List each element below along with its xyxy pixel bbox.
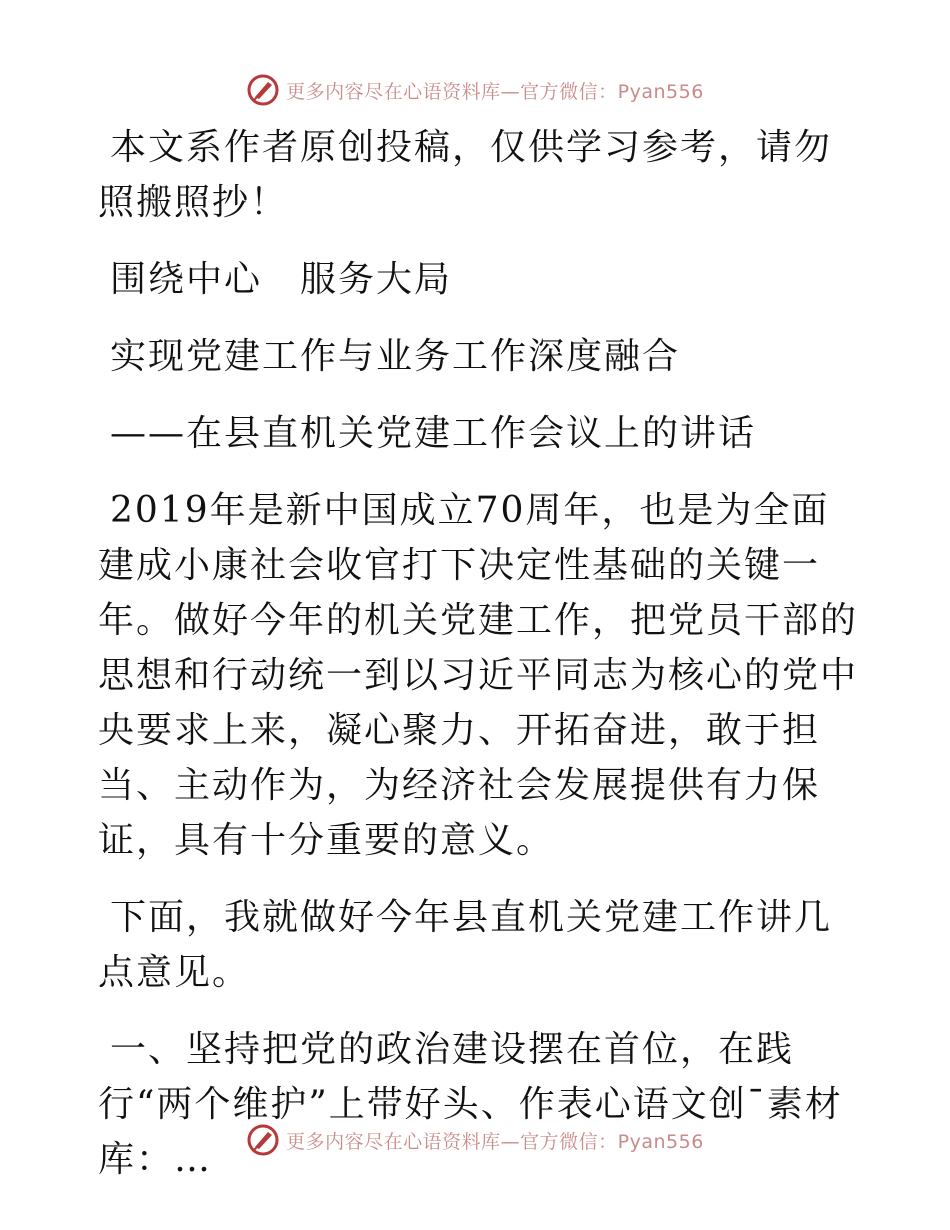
title-line-2: 实现党建工作与业务工作深度融合 (110, 336, 681, 377)
watermark-footer (0, 1118, 950, 1162)
section-heading: 一、坚持把党的政治建设摆在首位，在践行“两个维护”上带好头、作表心语文创¯素材库：… (98, 1029, 843, 1180)
body-paragraph: 2019年是新中国成立70周年，也是为全面建成小康社会收官打下决定性基础的关键一年。做好今年的机关党建工作，把党员干部的思想和行动统一到以习近平同志为核心的党中央要求上来，凝心聚力、开拓奋进，敢于担当、主动作为，为经济社会发展提供有力保证，具有十分重要的意义。 (98, 490, 859, 861)
document-body (98, 120, 858, 1209)
watermark-text: 更多内容尽在心语资料库—官方微信：Pyan556 (286, 1130, 704, 1153)
quill-logo-icon (246, 73, 280, 107)
notice-paragraph: 本文系作者原创投稿，仅供学习参考，请勿照搬照抄！ (98, 127, 833, 223)
subtitle-line: ——在县直机关党建工作会议上的讲话 (110, 413, 757, 454)
body-paragraph: 下面，我就做好今年县直机关党建工作讲几点意见。 (98, 897, 833, 993)
title-line-1: 围绕中心 服务大局 (110, 259, 453, 300)
quill-logo-icon (246, 1123, 280, 1157)
watermark-header (0, 68, 950, 112)
watermark-text: 更多内容尽在心语资料库—官方微信：Pyan556 (286, 80, 704, 103)
